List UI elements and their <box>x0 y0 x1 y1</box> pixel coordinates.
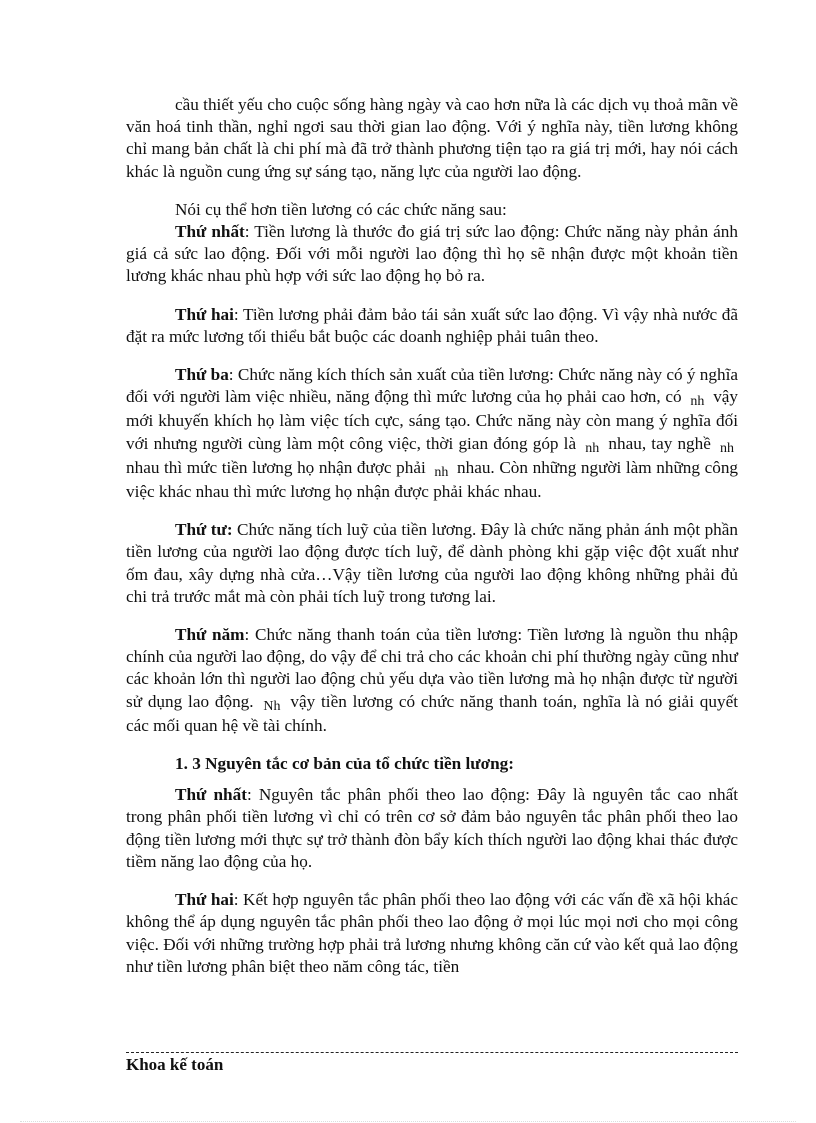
paragraph-text: nhau. Còn những người làm những công việc khác nhau thì mức lương họ nhận được phải khác nhau. <box>126 457 739 502</box>
paragraph-intro <box>126 199 738 221</box>
body-text <box>126 94 738 978</box>
paragraph-lead: Thứ ba <box>175 365 229 385</box>
paragraph-text: cầu thiết yếu cho cuộc sống hàng ngày và cao hơn nữa là các dịch vụ thoả mãn về văn hoá tinh thần, nghỉ ngơi sau thời gian lao động. Với ý nghĩa này, tiền lương không chỉ mang bản chất là chi phí mà đã trở thành phương tiện tạo ra giá trị mới, hay nói cách khác là nguồn cung ứng sự sáng tạo, năng lực của người lao động. <box>126 95 738 181</box>
paragraph-text: : Chức năng kích thích sản xuất của tiền lương: Chức năng này có ý nghĩa đối với người làm việc nhiều, năng động thì mức lương của họ phải cao hơn, có <box>126 365 738 407</box>
section-heading: 1. 3 Nguyên tắc cơ bản của tổ chức tiền lương: <box>175 754 514 774</box>
paragraph-function-3 <box>126 364 738 503</box>
paragraph-text: : Kết hợp nguyên tắc phân phối theo lao động với các vấn đề xã hội khác không thể áp dụng nguyên tắc phân phối theo lao động ở mọi lúc mọi nơi cho mọi công việc. Đối với những trường hợp phải trả lương nhưng không căn cứ vào kết quả lao động như tiền lương phân biệt theo năm công tác, tiền <box>126 890 738 976</box>
footer-label: Khoa kế toán <box>126 1055 224 1074</box>
paragraph-lead: Thứ hai <box>175 304 234 324</box>
paragraph-lead: Thứ tư: <box>175 520 233 540</box>
paragraph-text: : Tiền lương là thước đo giá trị sức lao động: Chức năng này phản ánh giá cả sức lao động. Đối với mỗi người lao động thì họ sẽ nhận được một khoản tiền lương khác nhau phù hợp với sức lao động họ bỏ ra. <box>126 222 738 286</box>
paragraph-lead: Thứ nhất <box>175 785 247 805</box>
paragraph-function-2 <box>126 304 738 348</box>
nh-fragment: Nh <box>263 698 281 714</box>
paragraph-text: Nói cụ thể hơn tiền lương có các chức năng sau: <box>175 199 507 219</box>
paragraph-lead: Thứ nhất <box>175 222 245 242</box>
paragraph-text: nhau thì mức tiền lương họ nhận được phải <box>126 457 426 477</box>
paragraph-continuation <box>126 94 738 183</box>
paragraph-text: Chức năng tích luỹ của tiền lương. Đây là chức năng phản ánh một phần tiền lương của người lao động được tích luỹ, để dành phòng khi gặp việc đột xuất như ốm đau, xây dựng nhà cửa…Vậy tiền lương của người lao động không những phải đủ chi trả trước mắt mà còn phải tích luỹ trong tương lai. <box>126 520 738 606</box>
paragraph-function-1 <box>126 221 738 288</box>
nh-fragment: nh <box>434 464 449 480</box>
nh-fragment: nh <box>720 440 735 456</box>
page-edge-divider <box>20 1121 796 1122</box>
nh-fragment: nh <box>690 394 705 410</box>
paragraph-function-5 <box>126 624 738 737</box>
paragraph-principle-2 <box>126 889 738 978</box>
paragraph-principle-1 <box>126 784 738 873</box>
paragraph-text: : Tiền lương phải đảm bảo tái sản xuất sức lao động. Vì vậy nhà nước đã đặt ra mức lương tối thiểu bắt buộc các doanh nghiệp phải tuân theo. <box>126 304 738 346</box>
paragraph-function-4 <box>126 519 738 608</box>
paragraph-text: vậy mới khuyến khích họ làm việc tích cực, sáng tạo. Chức năng này còn mang ý nghĩa đối với nhưng người cùng làm một công việc, thời gian đóng góp là <box>126 387 739 453</box>
footer-divider <box>126 1052 738 1053</box>
paragraph-text: vậy tiền lương có chức năng thanh toán, nghĩa là nó giải quyết các mối quan hệ về tài chính. <box>126 691 738 735</box>
paragraph-text: nhau, tay nghề <box>608 433 711 453</box>
paragraph-lead: Thứ hai <box>175 890 234 910</box>
paragraph-lead: Thứ năm <box>175 625 245 645</box>
paragraph-text: : Chức năng thanh toán của tiền lương: Tiền lương là nguồn thu nhập chính của người lao động, do vậy để chi trả cho các khoản chi phí thường ngày cũng như các khoản lớn thì người lao động chủ yếu dựa vào tiền lương mà họ nhận được từ người sử dụng lao động. <box>126 625 738 711</box>
paragraph-text: : Nguyên tắc phân phối theo lao động: Đây là nguyên tắc cao nhất trong phân phối tiền lương vì chỉ có trên cơ sở đảm bảo nguyên tắc phân phối theo lao động tiền lương mới thực sự trở thành đòn bẩy kích thích người lao động khai thác được tiềm năng lao động của họ. <box>126 785 738 871</box>
nh-fragment: nh <box>585 440 600 456</box>
